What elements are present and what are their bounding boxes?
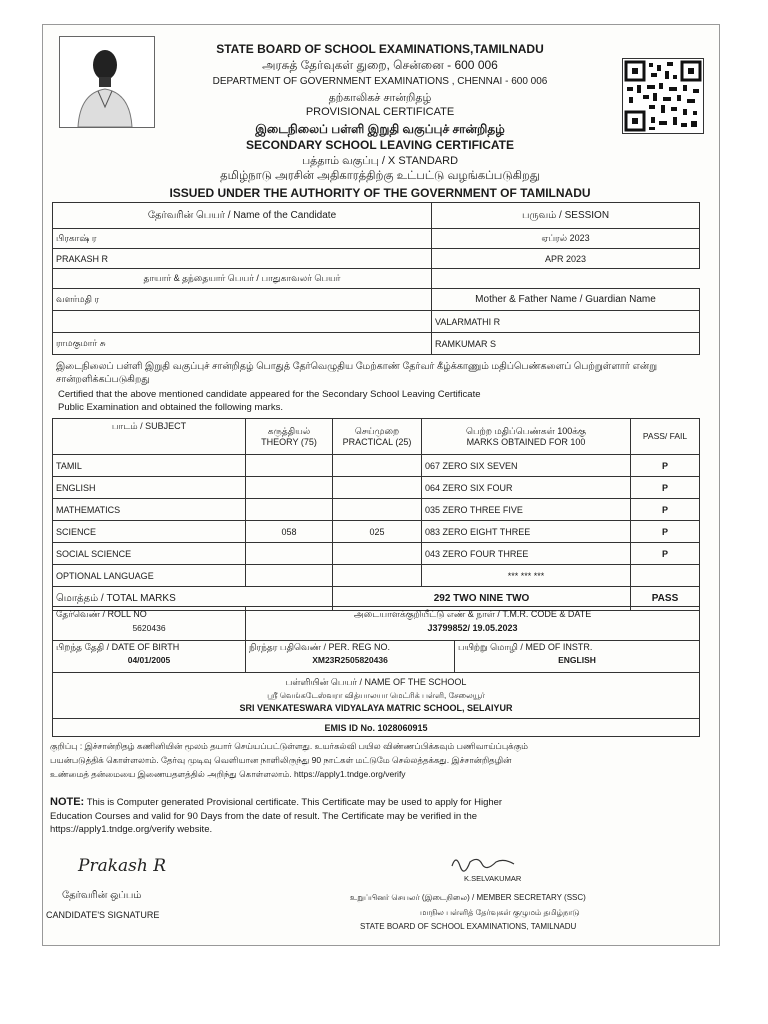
father-name: RAMKUMAR S <box>432 333 700 355</box>
emis-id: EMIS ID No. 1028060915 <box>53 719 700 737</box>
practical-cell: 025 <box>333 521 422 543</box>
subject-cell: MATHEMATICS <box>53 499 246 521</box>
standard-label: பத்தாம் வகுப்பு / X STANDARD <box>301 155 459 167</box>
medium-label: பயிற்று மொழி / MED OF INSTR. <box>458 642 593 652</box>
exam-details-table <box>52 606 700 737</box>
pass-fail-header: PASS/ FAIL <box>631 419 700 455</box>
subject-cell: SOCIAL SCIENCE <box>53 543 246 565</box>
sslc-title-tamil: இடைநிலைப் பள்ளி இறுதி வகுப்புச் சான்றிதழ் <box>255 122 505 136</box>
name-label: தேர்வரின் பெயர் / Name of the Candidate <box>53 203 432 229</box>
candidate-signature: Prakash R <box>78 856 167 876</box>
provisional-title-tamil: தற்காலிகச் சான்றிதழ் <box>328 92 432 104</box>
result-cell <box>631 565 700 587</box>
parent-label-tamil: தாயார் & தந்தையார் பெயர் / பாதுகாவலர் பெயர் <box>53 269 432 289</box>
department-name: DEPARTMENT OF GOVERNMENT EXAMINATIONS , CHENNAI - 600 006 <box>212 76 548 87</box>
medium-value: ENGLISH <box>558 655 596 665</box>
reg-number: XM23R2505820436 <box>312 655 388 665</box>
tmr-code: J3799852/ 19.05.2023 <box>427 623 518 633</box>
session-tamil: ஏப்ரல் 2023 <box>432 229 700 249</box>
qr-code-icon <box>622 58 704 134</box>
marks-cell: 035 ZERO THREE FIVE <box>422 499 631 521</box>
official-name: K.SELVAKUMAR <box>464 874 522 883</box>
marks-table <box>52 418 700 611</box>
candidate-name-tamil: பிரகாஷ் ர <box>53 229 432 249</box>
official-signature-icon <box>448 852 520 872</box>
session-label: பருவம் / SESSION <box>432 203 700 229</box>
table-row <box>53 565 700 587</box>
note-tamil-line3: உண்மைத் தன்மையை இணையதளத்தில் அறிந்து கொள்ளலாம். https://apply1.tndge.org/verify <box>50 769 406 779</box>
table-row <box>53 499 700 521</box>
school-name: SRI VENKATESWARA VIDYALAYA MATRIC SCHOOL, SELAIYUR <box>239 703 513 713</box>
authority-english: ISSUED UNDER THE AUTHORITY OF THE GOVERNMENT OF TAMILNADU <box>169 186 591 200</box>
table-row <box>53 477 700 499</box>
note-line1: This is Computer generated Provisional certificate. This Certificate may be used to apply for Higher <box>86 797 503 808</box>
board-name-english: STATE BOARD OF SCHOOL EXAMINATIONS,TAMILNADU <box>216 42 544 56</box>
marks-cell: 067 ZERO SIX SEVEN <box>422 455 631 477</box>
theory-header: கருத்தியல் THEORY (75) <box>246 419 333 455</box>
result-cell: P <box>631 543 700 565</box>
roll-number: 5620436 <box>132 623 166 633</box>
mother-name: VALARMATHI R <box>432 311 700 333</box>
school-name-tamil: ஸ்ரீ வெங்கடேஸ்வரா வித்யாலயா மெட்ரிக் பள்ளி, சேலையூர் <box>267 691 485 700</box>
note-label: NOTE: <box>50 796 85 808</box>
certification-text-tamil: இடைநிலைப் பள்ளி இறுதி வகுப்புச் சான்றிதழ் பொதுத் தேர்வெழுதிய மேற்காண் தேர்வர் கீழ்க்காணும் மதிப்பெண்களைப் பெற்றுள்ளார் என்று சான்றளிக்கப்படுகிறது <box>56 361 658 385</box>
candidate-signature-label-tamil: தேர்வரின் ஒப்பம் <box>62 890 142 901</box>
candidate-photo <box>59 36 155 128</box>
note-tamil-line2: பயன்படுத்திக் கொள்ளலாம். தேர்வு முடிவு வெளியான நாளிலிருந்து 90 நாட்கள் மட்டுமே செல்லத்தக்கது. இச்சான்றிதழின் <box>50 755 512 765</box>
practical-header: செய்முறை PRACTICAL (25) <box>333 419 422 455</box>
board-name-tamil: அரசுத் தேர்வுகள் துறை, சென்னை - 600 006 <box>262 58 498 72</box>
result-cell: P <box>631 521 700 543</box>
marks-cell: *** *** *** <box>422 565 631 587</box>
sslc-title: SECONDARY SCHOOL LEAVING CERTIFICATE <box>245 138 515 152</box>
certification-text-line1: Certified that the above mentioned candidate appeared for the Secondary School Leaving Certificate <box>58 389 481 400</box>
subject-cell: TAMIL <box>53 455 246 477</box>
date-of-birth: 04/01/2005 <box>127 655 171 665</box>
reg-number-label: நிரந்தர பதிவெண் / PER. REG NO. <box>249 642 391 652</box>
subject-cell: OPTIONAL LANGUAGE <box>53 565 246 587</box>
authority-tamil: தமிழ்நாடு அரசின் அதிகாரத்திற்கு உட்பட்டு வழங்கப்படுகிறது <box>220 170 540 182</box>
tmr-code-label: அடையாளக்குறியீட்டு எண் & நாள் / T.M.R. CODE & DATE <box>353 609 592 619</box>
total-result: PASS <box>631 587 700 611</box>
candidate-name: PRAKASH R <box>53 249 432 269</box>
table-row <box>53 543 700 565</box>
note-line3: https://apply1.tndge.org/verify website. <box>50 824 213 835</box>
total-marks-label: மொத்தம் / TOTAL MARKS <box>53 587 333 611</box>
board-signature-english: STATE BOARD OF SCHOOL EXAMINATIONS, TAMILNADU <box>360 922 577 931</box>
candidate-signature-label: CANDIDATE'S SIGNATURE <box>46 910 160 920</box>
school-name-label: பள்ளியின் பெயர் / NAME OF THE SCHOOL <box>285 677 467 687</box>
table-row <box>53 521 700 543</box>
result-cell: P <box>631 499 700 521</box>
provisional-title: PROVISIONAL CERTIFICATE <box>305 106 455 118</box>
subject-cell: ENGLISH <box>53 477 246 499</box>
board-signature-tamil: மாநில பள்ளித் தேர்வுகள் குழுமம் தமிழ்நாடு <box>420 908 580 917</box>
roll-number-label: தேர்வெண் / ROLL NO <box>56 609 147 619</box>
certification-text-line2: Public Examination and obtained the following marks. <box>58 402 283 413</box>
total-marks-value: 292 TWO NINE TWO <box>333 587 631 611</box>
mother-name-tamil: வளர்மதி ர <box>53 289 432 311</box>
result-cell: P <box>631 477 700 499</box>
table-row <box>53 455 700 477</box>
parent-label: Mother & Father Name / Guardian Name <box>432 289 700 311</box>
session-value: APR 2023 <box>432 249 700 269</box>
marks-cell: 043 ZERO FOUR THREE <box>422 543 631 565</box>
marks-cell: 083 ZERO EIGHT THREE <box>422 521 631 543</box>
note-tamil-label: குறிப்பு : <box>50 741 83 751</box>
father-name-tamil: ராமகுமார் சு <box>53 333 432 355</box>
subject-header: பாடம் / SUBJECT <box>53 419 246 455</box>
dob-label: பிறந்த தேதி / DATE OF BIRTH <box>56 642 180 652</box>
subject-cell: SCIENCE <box>53 521 246 543</box>
note-tamil-line1: இச்சான்றிதழ் கணினியின் மூலம் தயார் செய்யப்பட்டுள்ளது. உயர்கல்வி பயில விண்ணப்பிக்கவும் பணிவாய்ப்புக்கும் <box>84 741 528 751</box>
candidate-details-table <box>52 202 700 355</box>
theory-cell: 058 <box>246 521 333 543</box>
obtained-header: பெற்ற மதிப்பெண்கள் 100க்கு MARKS OBTAINED FOR 100 <box>422 419 631 455</box>
note-line2: Education Courses and valid for 90 Days from the date of result. The Certificate may be verified in the <box>50 811 478 822</box>
official-title: உறுப்பினர் செயலர் (இடைநிலை) / MEMBER SECRETARY (SSC) <box>350 893 586 902</box>
result-cell: P <box>631 455 700 477</box>
marks-cell: 064 ZERO SIX FOUR <box>422 477 631 499</box>
